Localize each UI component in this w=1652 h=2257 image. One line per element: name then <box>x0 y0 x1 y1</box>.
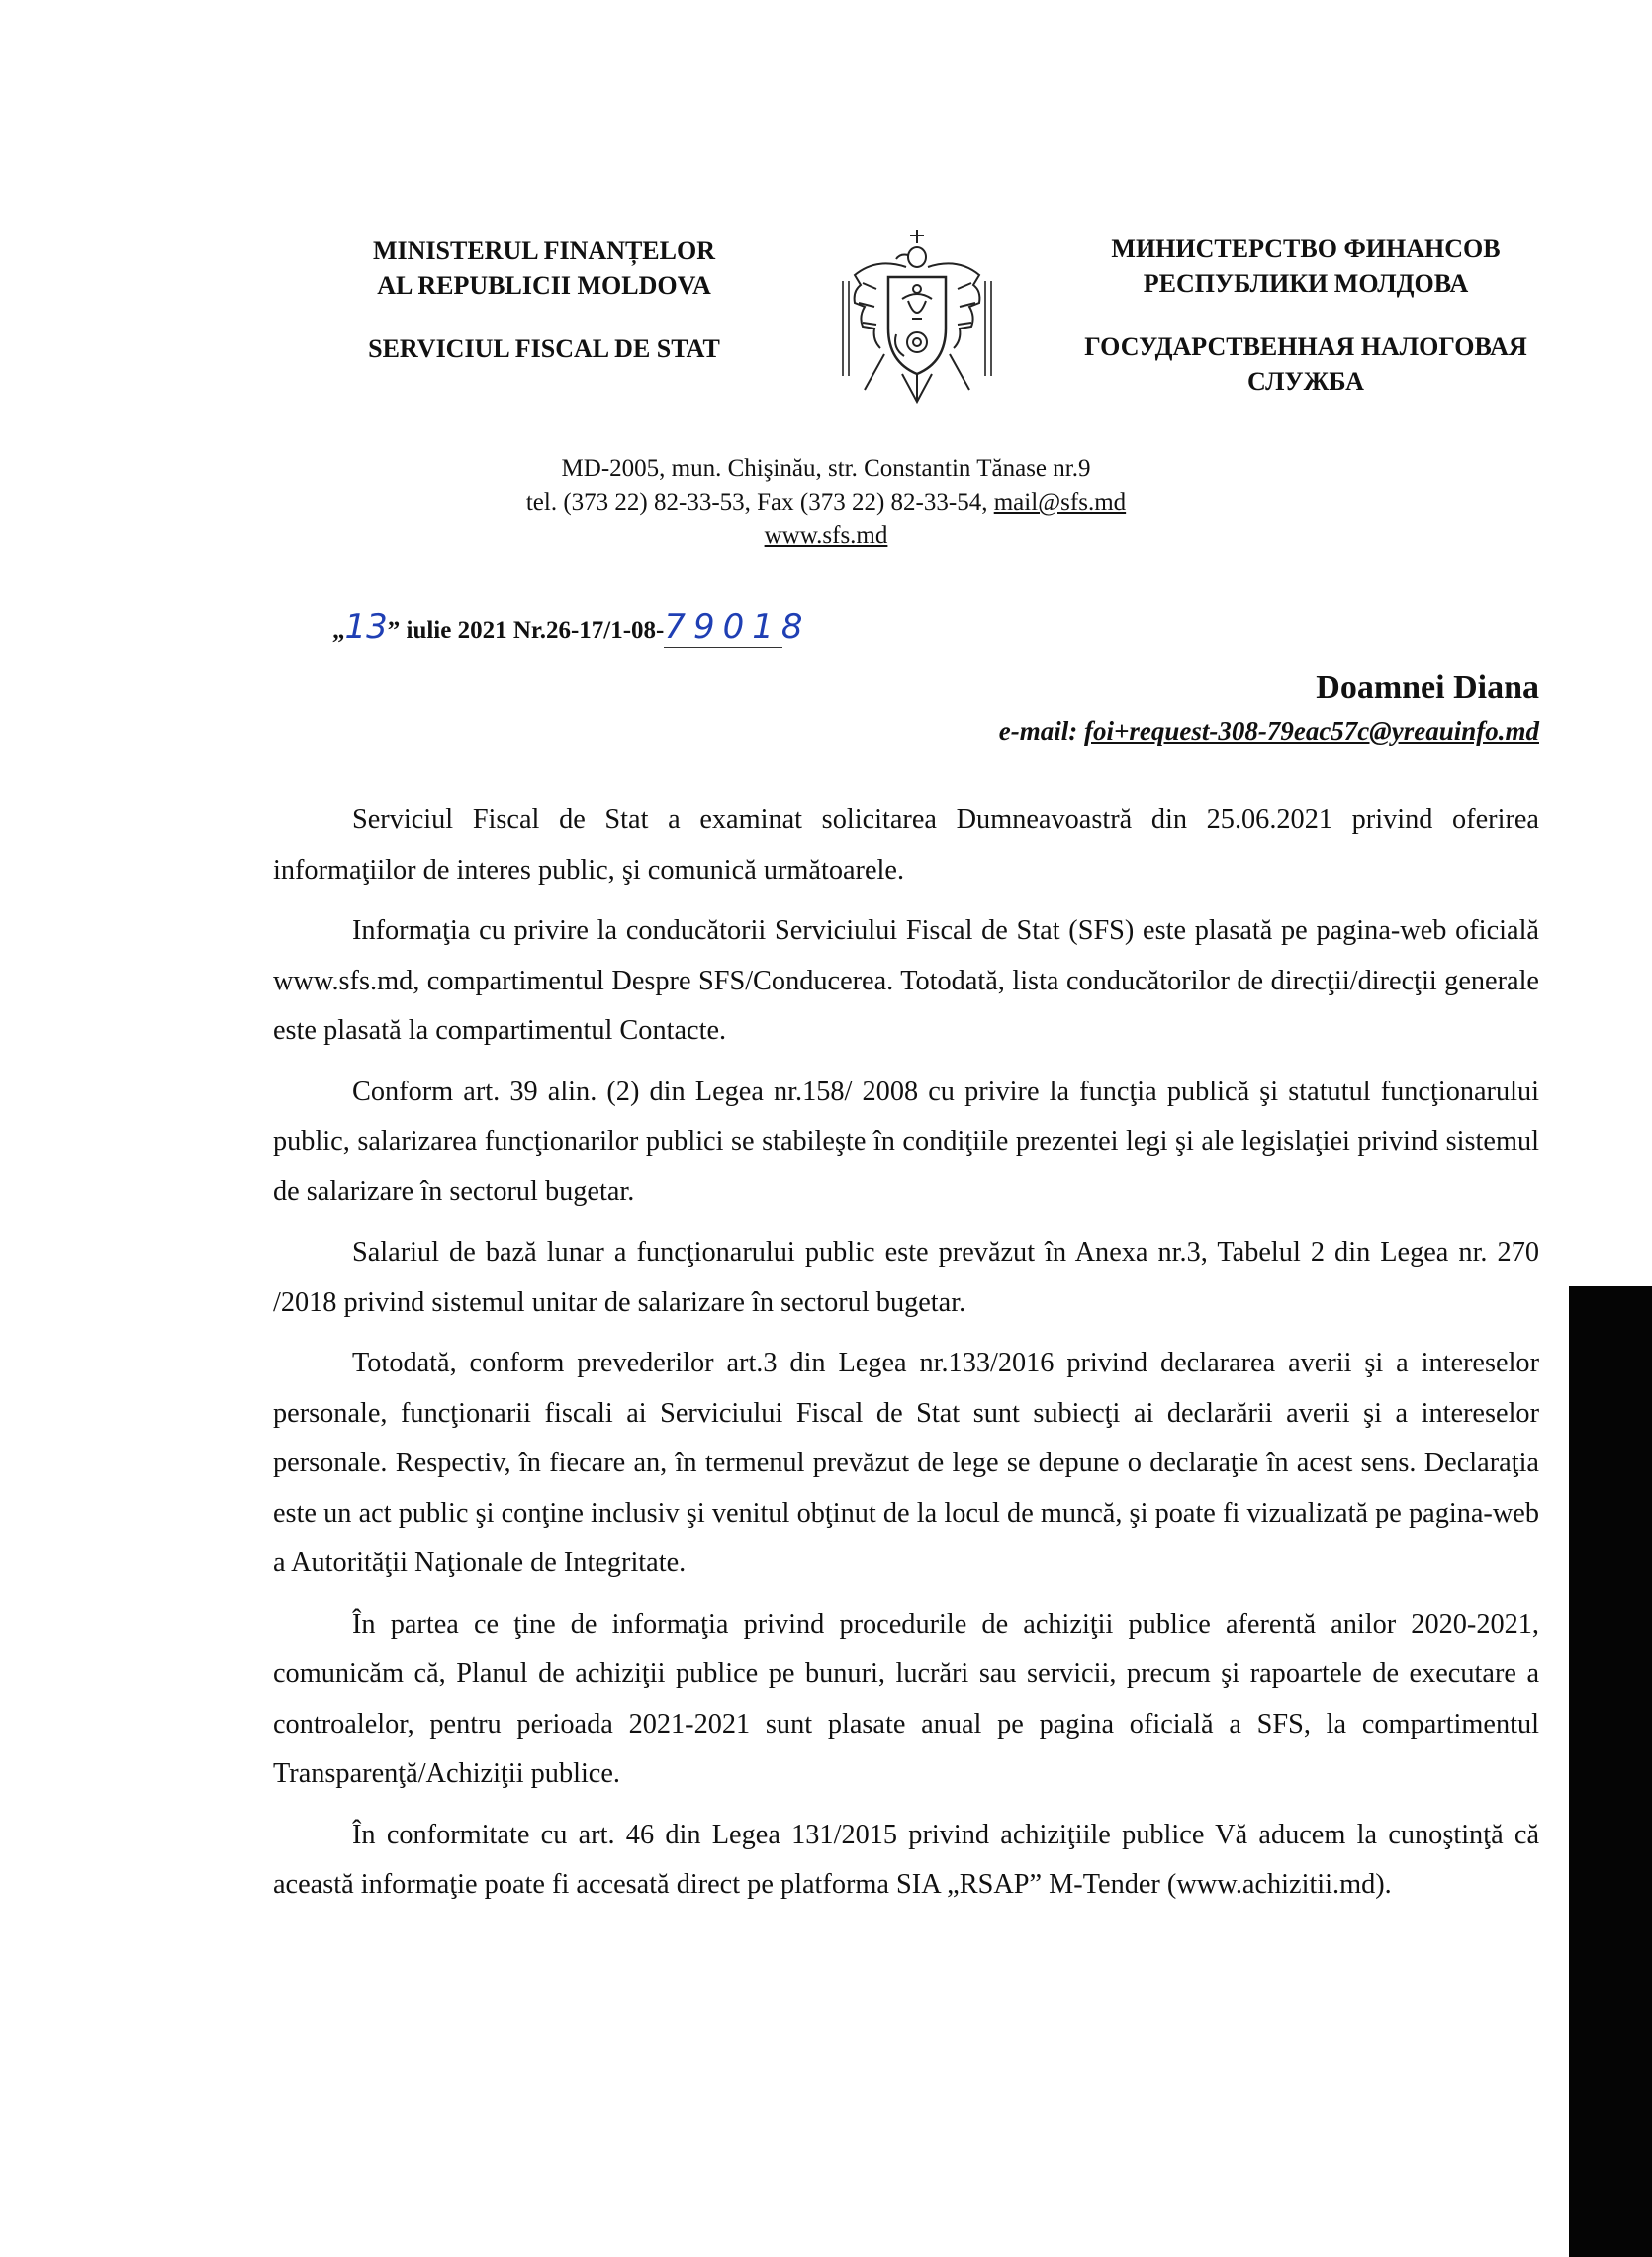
open-quote: „ <box>332 617 345 644</box>
handwritten-reference-number: 79018 <box>664 608 811 647</box>
recipient-email-line <box>999 716 1539 747</box>
service-name-ro <box>297 331 791 366</box>
ministry-line-1: MINISTERUL FINANȚELOR <box>372 236 715 265</box>
paragraph-7: În conformitate cu art. 46 din Legea 131/2015 privind achiziţiile publice Vă aducem la cunoştinţă că această informaţie poate fi accesată direct pe platforma SIA „RSAP” M-Tender (www.achizitii.md). <box>273 1819 1539 1900</box>
paragraph-3: Conform art. 39 alin. (2) din Legea nr.158/ 2008 cu privire la funcţia publică şi statutul funcţionarului public, salarizarea funcţionarilor publici se stabileşte în condiţiile prezentei legi şi ale legislaţiei privind sistemul de salarizare în sectorul bugetar. <box>273 1076 1539 1207</box>
recipient-name: Doamnei Diana <box>1316 669 1539 705</box>
paragraph-5: Totodată, conform prevederilor art.3 din Legea nr.133/2016 privind declararea averii şi a intereselor personale, funcţionarii fiscali ai Serviciului Fiscal de Stat sunt subiecţi ai declarării averii şi a intereselor personale. Respectiv, în fiecare an, în termenul prevăzut de lege se depune o declaraţie în acest sens. Declaraţia este un act public şi conţine inclusiv şi venitul obţinut de la locul de muncă, şi poate fi vizualizată pe pagina-web a Autorităţii Naţionale de Integritate. <box>273 1348 1539 1578</box>
paragraph-1: Serviciul Fiscal de Stat a examinat solicitarea Dumneavoastră din 25.06.2021 privind oferirea informaţiilor de interes public, şi comunică următoarele. <box>273 804 1539 886</box>
reference-date-and-prefix: iulie 2021 Nr.26-17/1-08- <box>400 617 665 644</box>
website-line <box>475 520 1177 552</box>
ministry-name-ru <box>1029 232 1583 301</box>
handwritten-day: 13 <box>344 608 388 647</box>
service-ru-line-1: ГОСУДАРСТВЕННАЯ НАЛОГОВАЯ <box>1084 332 1527 361</box>
letter-body <box>273 796 1539 1922</box>
website-link[interactable]: www.sfs.md <box>764 522 888 549</box>
paragraph-6: În partea ce ţine de informaţia privind procedurile de achiziţii publice aferentă anilor 2020-2021, comunicăm că, Planul de achiziţii publice pe bunuri, lucrări sau servicii, precum şi rapoartele de executare a controalelor, pentru perioada 2021-2021 sunt plasate anual pe pagina oficială a SFS, la compartimentul Transparenţă/Achiziţii publice. <box>273 1608 1539 1789</box>
paragraph-4: Salariul de bază lunar a funcţionarului public este prevăzut în Anexa nr.3, Tabelul 2 din Legea nr. 270 /2018 privind sistemul unitar de salarizare în sectorul bugetar. <box>273 1237 1539 1318</box>
ministry-line-2: AL REPUBLICII MOLDOVA <box>377 271 711 300</box>
contact-line <box>475 487 1177 518</box>
moldova-coat-of-arms-icon <box>829 226 1005 406</box>
ministry-name-ro <box>297 234 791 303</box>
close-quote: ” <box>387 617 401 644</box>
service-ru-line-2: СЛУЖБА <box>1247 367 1364 396</box>
scan-edge-shadow <box>1569 1286 1652 2257</box>
address-line: MD-2005, mun. Chişinău, str. Constantin Tănase nr.9 <box>561 455 1091 482</box>
phone-fax: tel. (373 22) 82-33-53, Fax (373 22) 82-33-54, <box>525 489 994 516</box>
recipient-email-link[interactable]: foi+request-308-79eac57c@yreauinfo.md <box>1083 716 1539 746</box>
ministry-ru-line-1: МИНИСТЕРСТВО ФИНАНСОВ <box>1111 235 1501 263</box>
reference-line <box>332 608 811 648</box>
service-name-ru <box>1029 329 1583 399</box>
contact-email-link[interactable]: mail@sfs.md <box>993 489 1127 516</box>
ministry-ru-line-2: РЕСПУБЛИКИ МОЛДОВА <box>1143 269 1469 298</box>
paragraph-2: Informaţia cu privire la conducătorii Serviciului Fiscal de Stat (SFS) este plasată pe pagina-web oficială www.sfs.md, compartimentul Despre SFS/Conducerea. Totodată, lista conducătorilor de direcţii/direcţii generale este plasată la compartimentul Contacte. <box>273 915 1539 1046</box>
email-label: e-mail: <box>998 716 1078 746</box>
service-line: SERVICIUL FISCAL DE STAT <box>368 334 720 363</box>
